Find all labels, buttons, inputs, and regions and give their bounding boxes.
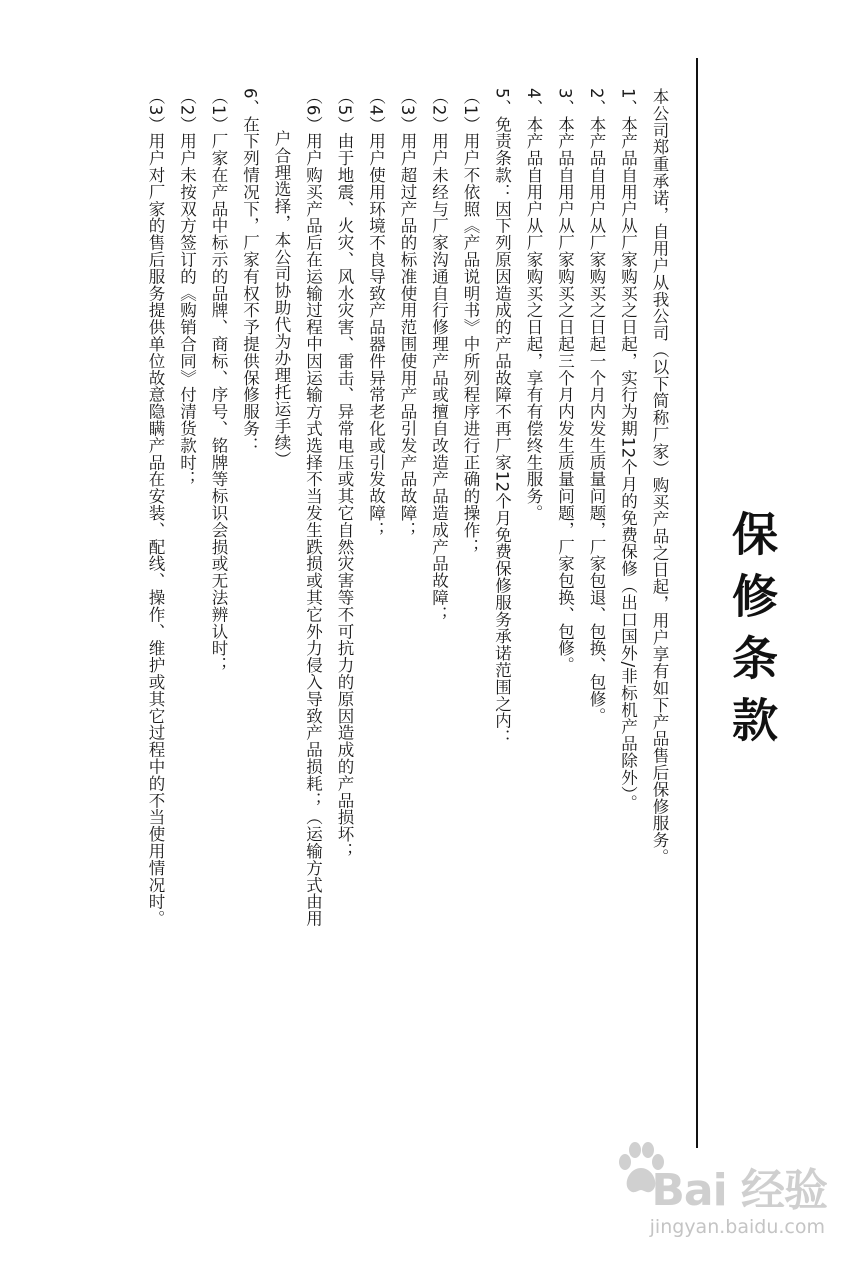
title-divider [696,58,698,1148]
document-body [140,88,676,1188]
intro-paragraph: 本公司郑重承诺，自用户从我公司（以下简称厂家）购买产品之日起，用户享有如下产品售后保修服务。 [650,88,669,866]
clause-3: 3、本产品自用户从厂家购买之日起三个月内发生质量问题，厂家包换、包修。 [555,88,575,674]
watermark-url: jingyan.baidu.com [649,1216,825,1238]
clause-5-item-6: （6）用户购买产品后在运输过程中因运输方式选择不当发生跌损或其它外力侵入导致产品损耗；（运输方式由用 [303,88,323,927]
clause-5-item-6-continued: 户合理选择，本公司协助代为办理托运手续） [272,130,291,468]
baidu-jingyan-watermark [595,1132,845,1272]
clause-5-item-2: （2）用户未经与厂家沟通自行修理产品或擅自改造产品造成产品故障； [429,88,449,623]
clause-5-item-4: （4）用户使用环境不良导致产品器件异常老化或引发故障； [366,88,386,539]
clause-6-item-1: （1）厂家在产品中标示的品牌、商标、序号、铭牌等标识会损或无法辨认时； [209,88,228,674]
clause-4: 4、本产品自用户从厂家购买之日起，享有有偿终生服务。 [524,88,543,522]
clause-6-item-2: （2）用户未按双方签订的《购销合同》付清货款时； [177,88,197,488]
clause-5-item-5: （5）由于地震、火灾、风水灾害、雷击、异常电压或其它自然灾害等不可抗力的原因造成的产品损坏； [335,88,354,860]
watermark-logo: Bai 经验 [651,1165,827,1216]
clause-5-item-1: （1）用户不依照《产品说明书》中所列程序进行正确的操作； [461,88,480,556]
clause-2: 2、本产品自用户从厂家购买之日起一个月内发生质量问题，厂家包退、包换、包修。 [587,88,606,725]
clause-6: 6、在下列情况下，厂家有权不予提供保修服务： [240,88,260,454]
clause-5-item-3: （3）用户超过产品的标准使用范围使用产品引发产品故障； [398,88,417,539]
clause-6-item-3: （3）用户对厂家的售后服务提供单位故意隐瞒产品在安装、配线、操作、维护或其它过程中的不当使用情况时。 [146,88,165,927]
clause-5: 5、免责条款：因下列原因造成的产品故障不再厂家12个月免费保修服务承诺范围之内： [492,88,512,746]
document-title: 保修条款 [725,510,779,758]
clause-1: 1、本产品自用户从厂家购买之日起，实行为期12个月的免费保修（出口国外/非标机产品除外）。 [618,88,638,812]
